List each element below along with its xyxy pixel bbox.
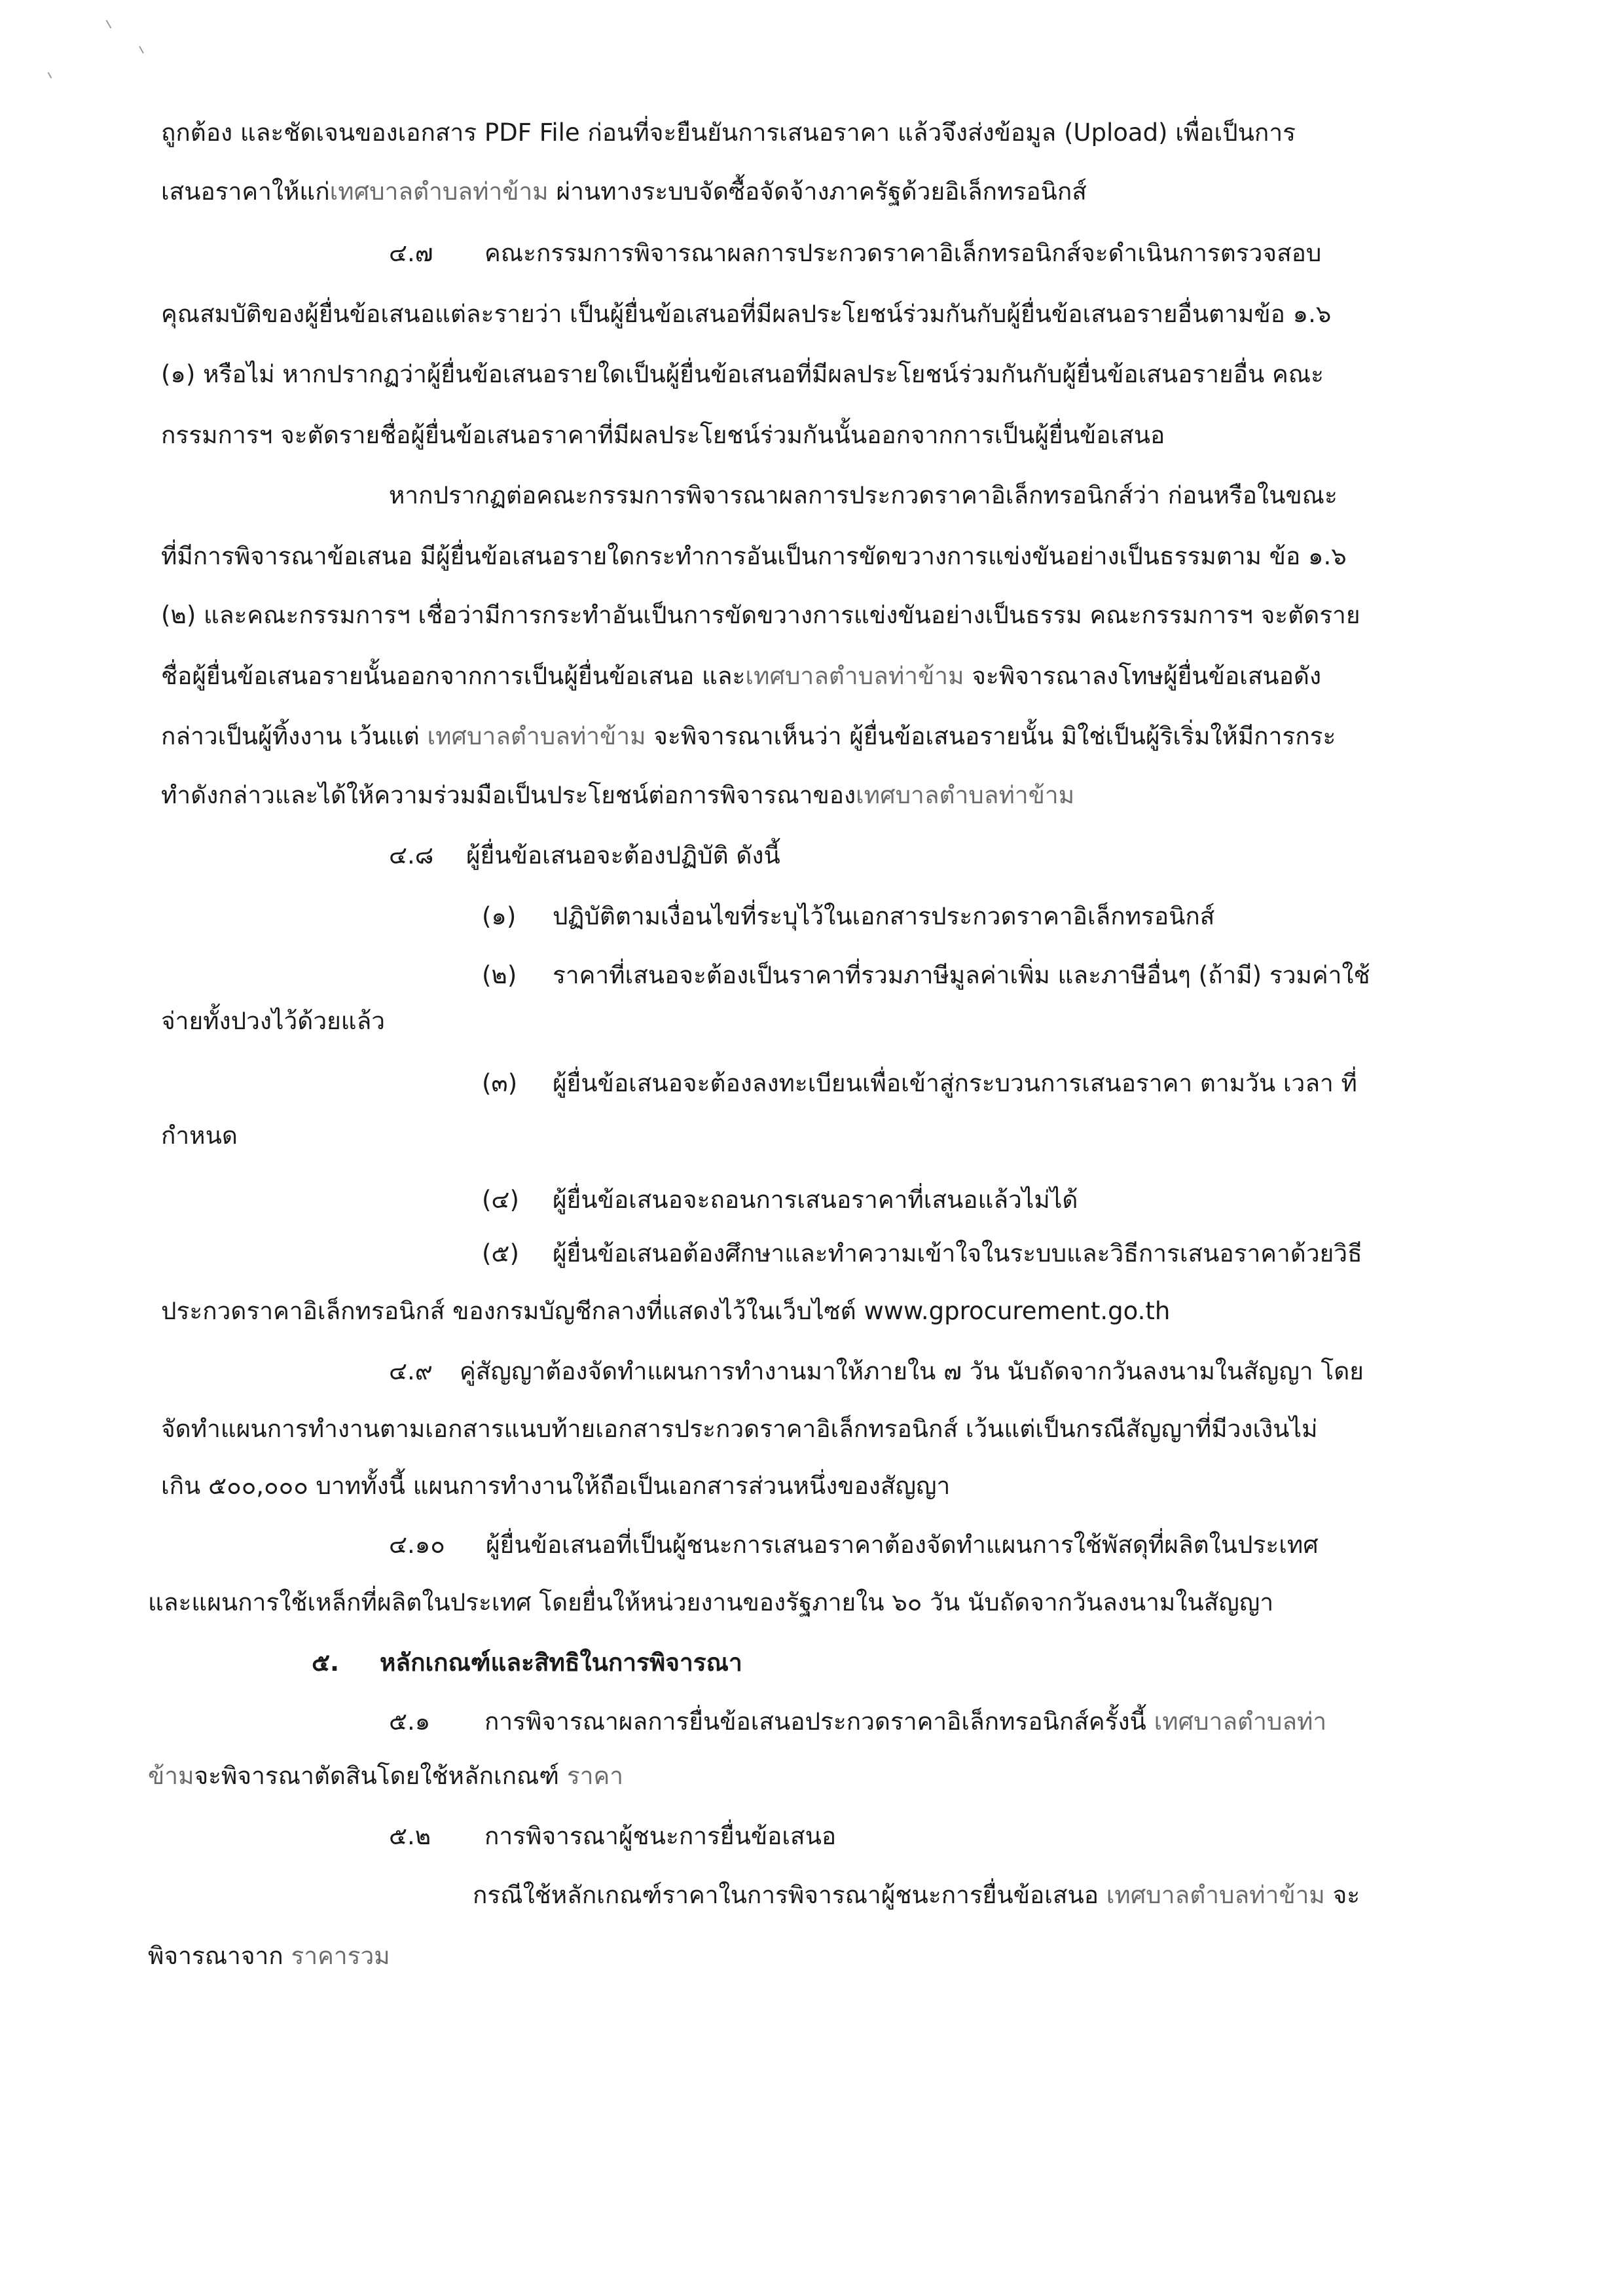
section-heading: ผู้ยื่นข้อเสนอจะต้องปฏิบัติ ดังนี้	[466, 841, 780, 869]
text: คุณสมบัติของผู้ยื่นข้อเสนอแต่ละรายว่า เป็นผู้ยื่นข้อเสนอที่มีผลประโยชน์ร่วมกันกับผู้ยื่นข้อเสนอรายอื่นตามข้อ ๑.๖	[161, 300, 1332, 328]
text: กรณีใช้หลักเกณฑ์ราคาในการพิจารณาผู้ชนะการยื่นข้อเสนอ	[473, 1881, 1106, 1909]
text: จะพิจารณาลงโทษผู้ยื่นข้อเสนอดัง	[964, 662, 1322, 690]
paragraph-line	[161, 358, 1324, 391]
text: ชื่อผู้ยื่นข้อเสนอรายนั้นออกจากการเป็นผู้ยื่นข้อเสนอ และ	[161, 662, 746, 690]
text: (๒) และคณะกรรมการฯ เชื่อว่ามีการกระทำอันเป็นการขัดขวางการแข่งขันอย่างเป็นธรรม คณะกรรมการฯ จะตัดราย	[161, 601, 1360, 629]
section-5-heading	[312, 1647, 742, 1679]
section-number: ๕.	[312, 1649, 340, 1677]
scan-artifact	[48, 72, 52, 79]
agency-name: ข้าม	[148, 1762, 194, 1790]
paragraph-line	[148, 1586, 1273, 1619]
text: ผ่านทางระบบจัดซื้อจัดจ้างภาครัฐด้วยอิเล็กทรอนิกส์	[548, 177, 1087, 206]
paragraph-line	[161, 779, 1074, 812]
agency-name: เทศบาลตำบลท่าข้าม	[329, 177, 549, 206]
paragraph-line	[161, 298, 1331, 331]
item-number: (๒)	[482, 961, 517, 989]
section-number: ๔.๙	[389, 1357, 433, 1385]
section-4-7	[389, 237, 1321, 270]
text: ผู้ยื่นข้อเสนอต้องศึกษาและทำความเข้าใจในระบบและวิธีการเสนอราคาด้วยวิธี	[553, 1239, 1362, 1267]
section-number: ๕.๑	[389, 1707, 431, 1736]
text: ผู้ยื่นข้อเสนอจะถอนการเสนอราคาที่เสนอแล้วไม่ได้	[553, 1186, 1078, 1214]
section-number: ๕.๒	[389, 1822, 431, 1850]
list-item	[482, 1184, 1078, 1216]
text: จะพิจารณาเห็นว่า ผู้ยื่นข้อเสนอรายนั้น มิใช่เป็นผู้ริเริ่มให้มีการกระ	[646, 722, 1336, 750]
text: จะ	[1324, 1881, 1360, 1909]
text: ถูกต้อง และชัดเจนของเอกสาร PDF File ก่อนที่จะยืนยันการเสนอราคา แล้วจึงส่งข้อมูล (Upload) เพื่อเป็นการ	[161, 118, 1296, 147]
section-number: ๔.๑๐	[389, 1531, 445, 1559]
text: ผู้ยื่นข้อเสนอจะต้องลงทะเบียนเพื่อเข้าสู่กระบวนการเสนอราคา ตามวัน เวลา ที่	[553, 1069, 1357, 1097]
text: ปฏิบัติตามเงื่อนไขที่ระบุไว้ในเอกสารประกวดราคาอิเล็กทรอนิกส์	[553, 902, 1215, 930]
section-heading: หลักเกณฑ์และสิทธิในการพิจารณา	[380, 1649, 742, 1677]
paragraph-line	[161, 419, 1165, 452]
agency-name: เทศบาลตำบลท่าข้าม	[427, 722, 646, 750]
paragraph-line	[161, 1005, 385, 1038]
text: ที่มีการพิจารณาข้อเสนอ มีผู้ยื่นข้อเสนอรายใดกระทำการอันเป็นการขัดขวางการแข่งขันอย่างเป็นธรรมตาม ข้อ ๑.๖	[161, 542, 1347, 570]
list-item	[482, 1067, 1357, 1100]
text: กล่าวเป็นผู้ทิ้งงาน เว้นแต่	[161, 722, 428, 750]
paragraph-line	[161, 1413, 1317, 1446]
paragraph-line	[161, 1120, 238, 1152]
text: กรรมการฯ จะตัดรายชื่อผู้ยื่นข้อเสนอราคาที่มีผลประโยชน์ร่วมกันนั้นออกจากการเป็นผู้ยื่นข้อเสนอ	[161, 421, 1165, 449]
section-4-8	[389, 839, 780, 872]
text: เสนอราคาให้แก่	[161, 177, 330, 206]
paragraph-line	[161, 175, 1087, 208]
item-number: (๕)	[482, 1239, 519, 1267]
section-number: ๔.๗	[389, 239, 433, 267]
text: จ่ายทั้งปวงไว้ด้วยแล้ว	[161, 1007, 386, 1035]
text: กำหนด	[161, 1121, 238, 1150]
paragraph-line	[161, 720, 1336, 753]
section-4-9	[389, 1355, 1364, 1388]
paragraph-line	[161, 117, 1296, 149]
section-heading: การพิจารณาผู้ชนะการยื่นข้อเสนอ	[484, 1822, 837, 1850]
text: จัดทำแผนการทำงานตามเอกสารแนบท้ายเอกสารประกวดราคาอิเล็กทรอนิกส์ เว้นแต่เป็นกรณีสัญญาที่มีวงเงินไม่	[161, 1415, 1318, 1443]
paragraph-line	[161, 540, 1347, 573]
section-4-10	[389, 1529, 1319, 1561]
paragraph-line	[161, 1295, 1170, 1328]
text: คู่สัญญาต้องจัดทำแผนการทำงานมาให้ภายใน ๗ วัน นับถัดจากวันลงนามในสัญญา โดย	[460, 1357, 1364, 1385]
text: คณะกรรมการพิจารณาผลการประกวดราคาอิเล็กทรอนิกส์จะดำเนินการตรวจสอบ	[484, 239, 1322, 267]
paragraph-line	[161, 1470, 950, 1503]
paragraph-line	[161, 660, 1321, 693]
item-number: (๓)	[482, 1069, 518, 1097]
text: ประกวดราคาอิเล็กทรอนิกส์ ของกรมบัญชีกลางที่แสดงไว้ในเว็บไซต์ www.gprocurement.go.th	[161, 1297, 1171, 1325]
list-item	[482, 959, 1370, 992]
agency-name: เทศบาลตำบลท่าข้าม	[856, 781, 1075, 809]
text: การพิจารณาผลการยื่นข้อเสนอประกวดราคาอิเล็กทรอนิกส์ครั้งนี้	[484, 1707, 1154, 1736]
text: ผู้ยื่นข้อเสนอที่เป็นผู้ชนะการเสนอราคาต้องจัดทำแผนการใช้พัสดุที่ผลิตในประเทศ	[486, 1531, 1319, 1559]
list-item	[482, 1237, 1362, 1270]
list-item	[482, 900, 1214, 933]
section-5-1	[389, 1705, 1326, 1738]
text: จะพิจารณาตัดสินโดยใช้หลักเกณฑ์	[194, 1762, 567, 1790]
text: พิจารณาจาก	[148, 1942, 291, 1970]
paragraph-line	[148, 1940, 390, 1973]
text: เกิน ๕๐๐,๐๐๐ บาททั้งนี้ แผนการทำงานให้ถือเป็นเอกสารส่วนหนึ่งของสัญญา	[161, 1472, 951, 1500]
paragraph-line	[161, 599, 1360, 632]
paragraph-line	[389, 479, 1338, 512]
section-5-2	[389, 1820, 836, 1853]
text: และแผนการใช้เหล็กที่ผลิตในประเทศ โดยยื่นให้หน่วยงานของรัฐภายใน ๖๐ วัน นับถัดจากวันลงนามในสัญญา	[148, 1588, 1274, 1616]
scan-artifact	[106, 20, 112, 28]
agency-name: เทศบาลตำบลท่า	[1154, 1707, 1327, 1736]
paragraph-line	[473, 1879, 1360, 1912]
section-number: ๔.๘	[389, 841, 434, 869]
text: หากปรากฏต่อคณะกรรมการพิจารณาผลการประกวดราคาอิเล็กทรอนิกส์ว่า ก่อนหรือในขณะ	[389, 481, 1338, 509]
agency-name: เทศบาลตำบลท่าข้าม	[745, 662, 964, 690]
scan-artifact	[139, 46, 144, 53]
text: ราคาที่เสนอจะต้องเป็นราคาที่รวมภาษีมูลค่าเพิ่ม และภาษีอื่นๆ (ถ้ามี) รวมค่าใช้	[553, 961, 1370, 989]
agency-name: เทศบาลตำบลท่าข้าม	[1106, 1881, 1325, 1909]
item-number: (๑)	[482, 902, 517, 930]
criteria-value: ราคารวม	[291, 1942, 390, 1970]
criteria-value: ราคา	[566, 1762, 624, 1790]
text: ทำดังกล่าวและได้ให้ความร่วมมือเป็นประโยชน์ต่อการพิจารณาของ	[161, 781, 856, 809]
paragraph-line	[148, 1760, 623, 1793]
item-number: (๔)	[482, 1186, 519, 1214]
text: (๑) หรือไม่ หากปรากฏว่าผู้ยื่นข้อเสนอรายใดเป็นผู้ยื่นข้อเสนอที่มีผลประโยชน์ร่วมกันกับผู้ยื่นข้อเสนอรายอื่น คณะ	[161, 360, 1324, 388]
